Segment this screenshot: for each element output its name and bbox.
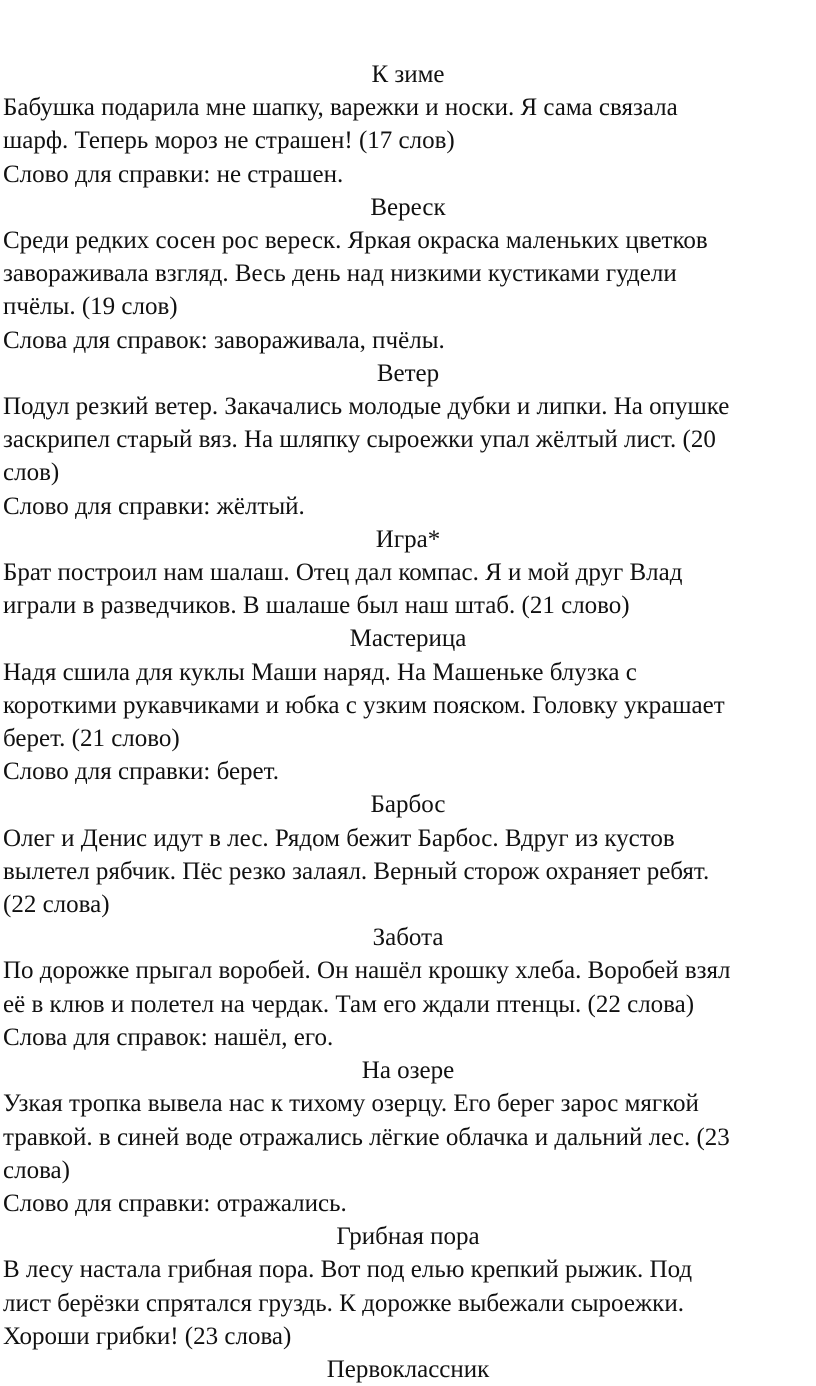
- section-title: Мастерица: [349, 625, 467, 653]
- dictation-section: [3, 523, 813, 623]
- text-line: Надя сшила для куклы Маши наряд. На Машеньке блузка с: [3, 658, 637, 686]
- reference-words: Слово для справки: жёлтый.: [3, 492, 305, 520]
- text-line: Подул резкий ветер. Закачались молодые дубки и липки. На опушке: [3, 393, 730, 421]
- document-page: [3, 58, 813, 1386]
- text-line: берет. (21 слово): [3, 725, 180, 753]
- text-line: травкой. в синей воде отражались лёгкие облачка и дальний лес. (23: [3, 1123, 730, 1151]
- text-line: Бабушка подарила мне шапку, варежки и носки. Я сама связала: [3, 94, 678, 122]
- text-line: короткими рукавчиками и юбка с узким пояском. Головку украшает: [3, 691, 725, 719]
- section-title: На озере: [361, 1057, 455, 1085]
- text-line: Узкая тропка вывела нас к тихому озерцу. Его берег зарос мягкой: [3, 1090, 699, 1118]
- text-line: пчёлы. (19 слов): [3, 293, 178, 321]
- text-line: (22 слова): [3, 891, 110, 919]
- dictation-section: [3, 1353, 813, 1386]
- dictation-section: [3, 788, 813, 921]
- text-line: Среди редких сосен рос вереск. Яркая окраска маленьких цветков: [3, 227, 708, 255]
- dictation-section: [3, 622, 813, 788]
- dictation-section: [3, 1054, 813, 1220]
- text-line: Хороши грибки! (23 слова): [3, 1322, 292, 1350]
- reference-words: Слова для справок: завораживала, пчёлы.: [3, 326, 445, 354]
- dictation-list: [3, 58, 813, 1386]
- section-title: Забота: [372, 924, 444, 952]
- text-line: вылетел рябчик. Пёс резко залаял. Верный сторож охраняет ребят.: [3, 857, 710, 885]
- dictation-section: [3, 191, 813, 357]
- text-line: слов): [3, 459, 60, 487]
- dictation-section: [3, 1220, 813, 1353]
- section-title: Грибная пора: [336, 1223, 480, 1251]
- text-line: лист берёзки спрятался груздь. К дорожке выбежали сыроежки.: [3, 1289, 684, 1317]
- section-title: Вереск: [370, 193, 446, 221]
- dictation-section: [3, 357, 813, 523]
- reference-words: Слово для справки: не страшен.: [3, 160, 344, 188]
- section-title: К зиме: [371, 61, 445, 88]
- text-line: По дорожке прыгал воробей. Он нашёл крошку хлеба. Воробей взял: [3, 957, 731, 985]
- text-line: шарф. Теперь мороз не страшен! (17 слов): [3, 127, 455, 155]
- text-line: завораживала взгляд. Весь день над низкими кустиками гудели: [3, 260, 677, 288]
- text-line: слова): [3, 1156, 70, 1184]
- text-line: играли в разведчиков. В шалаше был наш штаб. (21 слово): [3, 592, 630, 620]
- text-line: её в клюв и полетел на чердак. Там его ждали птенцы. (22 слова): [3, 990, 695, 1018]
- dictation-section: [3, 58, 813, 191]
- section-title: Ветер: [376, 359, 440, 387]
- text-line: В лесу настала грибная пора. Вот под елью крепкий рыжик. Под: [3, 1256, 693, 1284]
- reference-words: Слово для справки: берет.: [3, 758, 279, 786]
- dictation-section: [3, 921, 813, 1054]
- text-line: заскрипел старый вяз. На шляпку сыроежки упал жёлтый лист. (20: [3, 426, 716, 454]
- section-title: Игра*: [375, 525, 441, 553]
- section-title: Первоклассник: [326, 1355, 490, 1383]
- reference-words: Слово для справки: отражались.: [3, 1189, 347, 1217]
- section-title: Барбос: [370, 791, 446, 819]
- reference-words: Слова для справок: нашёл, его.: [3, 1023, 334, 1051]
- text-line: Олег и Денис идут в лес. Рядом бежит Барбос. Вдруг из кустов: [3, 824, 675, 852]
- text-line: Брат построил нам шалаш. Отец дал компас. Я и мой друг Влад: [3, 559, 683, 587]
